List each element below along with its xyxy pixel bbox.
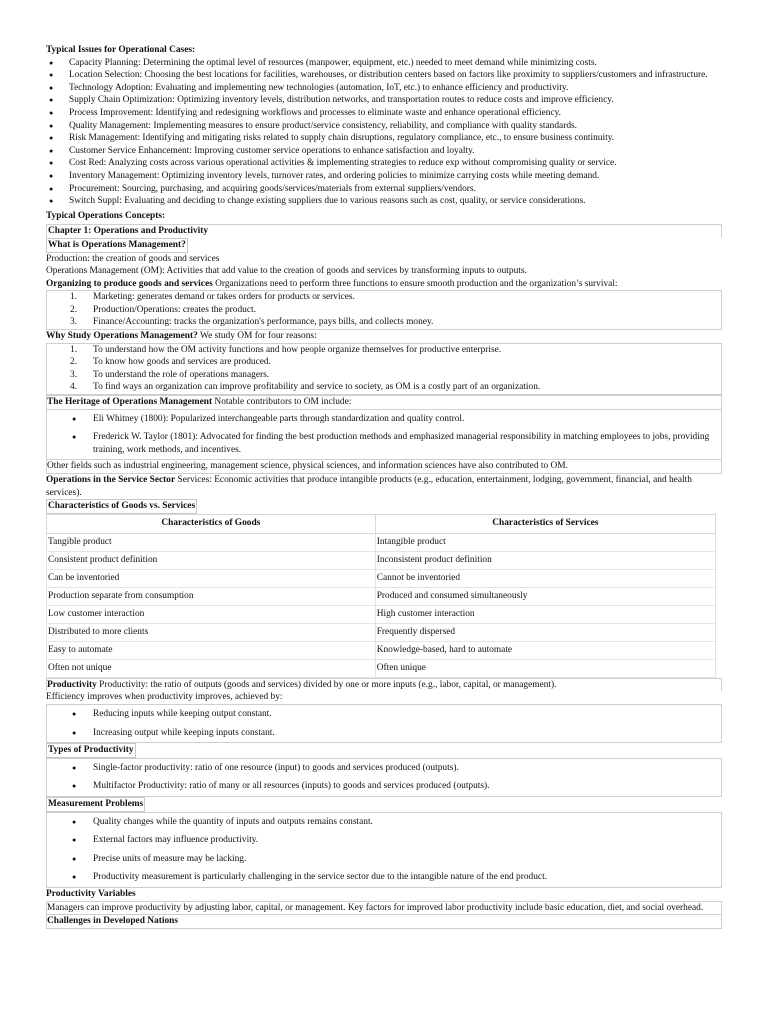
list-number: 2. (70, 357, 78, 368)
document-page (46, 44, 722, 929)
services-column-header: Characteristics of Services (375, 514, 715, 533)
list-number: 1. (70, 292, 78, 303)
list-item (47, 381, 721, 394)
production-definition: Production: the creation of goods and services (46, 253, 220, 264)
table-cell: Consistent product definition (47, 551, 376, 569)
list-item: ● Cost Red: Analyzing costs across various operational activities & implementing strategies to reduce exp without compromising quality or service. (46, 157, 722, 170)
table-row (47, 551, 716, 569)
service-sector-text: Services: Economic activities that produce intangible products (e.g., education, entertainment, lodging, government, financial, and health services). (46, 475, 692, 498)
table-cell: Produced and consumed simultaneously (375, 587, 715, 605)
list-item: ● Increasing output while keeping inputs constant. (47, 724, 721, 743)
table-cell: Inconsistent product definition (375, 551, 715, 569)
table-cell: Low customer interaction (47, 605, 376, 623)
table-cell: Frequently dispersed (375, 623, 715, 641)
table-cell: Distributed to more clients (47, 623, 376, 641)
measurement-heading: Measurement Problems (46, 797, 145, 812)
types-list (46, 758, 722, 797)
variables-text: Managers can improve productivity by adjusting labor, capital, or management. Key factors for improved labor productivity include basic education, diet, and social overhead. (46, 901, 722, 916)
list-item (47, 291, 721, 304)
list-item (47, 369, 721, 382)
table-row (47, 605, 716, 623)
list-item: ● Productivity measurement is particularly challenging in the service sector due to the intangible nature of the end product. (47, 868, 721, 887)
table-row (47, 641, 716, 659)
contributors-list (46, 409, 722, 461)
organizing-text: Organizations need to perform three functions to ensure smooth production and the organization’s survival: (212, 278, 618, 289)
list-item (47, 356, 721, 369)
table-cell: Cannot be inventoried (375, 569, 715, 587)
concepts-heading: Typical Operations Concepts: (46, 210, 166, 221)
types-heading: Types of Productivity (46, 743, 136, 758)
list-item: ● Quality Management: Implementing measures to ensure product/service consistency, reliability, and compliance with quality standards. (46, 120, 722, 133)
list-number: 2. (70, 304, 78, 315)
list-item: ● Reducing inputs while keeping output constant. (47, 705, 721, 724)
heritage-paragraph (46, 395, 722, 409)
list-number: 3. (70, 317, 78, 328)
what-is-heading: What is Operations Management? (46, 238, 188, 253)
table-cell: Knowledge-based, hard to automate (375, 641, 715, 659)
list-item: ● Quality changes while the quantity of inputs and outputs remains constant. (47, 813, 721, 832)
list-item: ● Customer Service Enhancement: Improving customer service operations to enhance satisfaction and loyalty. (46, 145, 722, 158)
heritage-heading: The Heritage of Operations Management (47, 397, 213, 408)
service-sector-paragraph (46, 474, 722, 499)
list-item: ● Single-factor productivity: ratio of one resource (input) to goods and services produced (outputs). (47, 759, 721, 778)
om-definition: Operations Management (OM): Activities that add value to the creation of goods and services by transforming inputs to outputs. (46, 266, 527, 277)
list-text: To know how goods and services are produced. (93, 357, 271, 368)
why-heading: Why Study Operations Management? (46, 331, 198, 342)
variables-heading: Productivity Variables (46, 888, 136, 899)
table-row (47, 587, 716, 605)
productivity-paragraph (46, 678, 722, 692)
table-header-row (47, 514, 716, 533)
table-cell: Often not unique (47, 659, 376, 677)
table-cell: Often unique (375, 659, 715, 677)
organizing-heading: Organizing to produce goods and services (46, 278, 213, 289)
why-text: We study OM for four reasons: (197, 331, 317, 342)
heritage-text: Notable contributors to OM include: (212, 397, 352, 408)
list-item (47, 304, 721, 317)
list-text: To find ways an organization can improve profitability and service to society, as OM is a costly part of an organization. (93, 382, 541, 393)
service-sector-heading: Operations in the Service Sector (46, 475, 176, 485)
table-cell: Easy to automate (47, 641, 376, 659)
list-item: ● Eli Whitney (1800): Popularized interchangeable parts through standardization and quality control. (47, 410, 721, 429)
reasons-list (46, 343, 722, 395)
table-row (47, 569, 716, 587)
why-paragraph (46, 330, 722, 343)
table-row (47, 623, 716, 641)
efficiency-list (46, 704, 722, 743)
productivity-heading: Productivity (47, 679, 97, 690)
list-text: Production/Operations: creates the product. (93, 304, 256, 315)
list-item: ● External factors may influence productivity. (47, 831, 721, 850)
functions-list (46, 290, 722, 330)
goods-vs-services-heading: Characteristics of Goods vs. Services (46, 499, 197, 514)
list-item: ● Frederick W. Taylor (1801): Advocated for finding the best production methods and emphasized managerial responsibility in matching employees to jobs, providing training, work methods, and incentives. (47, 428, 721, 459)
list-number: 1. (70, 344, 78, 355)
other-fields: Other fields such as industrial engineering, management science, physical sciences, and information sciences have also contributed to OM. (46, 460, 722, 474)
chapter-title: Chapter 1: Operations and Productivity (48, 226, 209, 237)
list-item: ● Technology Adoption: Evaluating and implementing new technologies (automation, IoT, etc.) to enhance efficiency and productivity. (46, 82, 722, 95)
table-row (47, 659, 716, 677)
table-cell: High customer interaction (375, 605, 715, 623)
list-item: ● Supply Chain Optimization: Optimizing inventory levels, distribution networks, and transportation routes to reduce costs and improve efficiency. (46, 94, 722, 107)
list-text: To understand how the OM activity functions and how people organize themselves for productive enterprise. (93, 344, 502, 355)
list-item: ● Location Selection: Choosing the best locations for facilities, warehouses, or distribution centers based on factors like proximity to suppliers/customers and infrastructure. (46, 69, 722, 82)
list-item: ● Risk Management: Identifying and mitigating risks related to supply chain disruptions, regulatory compliance, etc., to ensure business continuity. (46, 132, 722, 145)
list-item: ● Switch Suppl: Evaluating and deciding to change existing suppliers due to various reasons such as cost, quality, or service considerations. (46, 195, 722, 208)
table-cell: Intangible product (375, 533, 715, 551)
list-item: ● Procurement: Sourcing, purchasing, and acquiring goods/services/materials from external suppliers/vendors. (46, 183, 722, 196)
efficiency-text: Efficiency improves when productivity improves, achieved by: (46, 692, 283, 703)
list-text: Finance/Accounting: tracks the organization's performance, pays bills, and collects money. (93, 317, 434, 328)
list-item: ● Process Improvement: Identifying and redesigning workflows and processes to eliminate waste and enhance operational efficiency. (46, 107, 722, 120)
table-cell: Can be inventoried (47, 569, 376, 587)
goods-column-header: Characteristics of Goods (47, 514, 376, 533)
productivity-text: Productivity: the ratio of outputs (goods and services) divided by one or more inputs (e.g., labor, capital, or management). (96, 679, 557, 690)
organizing-paragraph (46, 278, 722, 291)
list-item (47, 344, 721, 357)
list-item: ● Inventory Management: Optimizing inventory levels, turnover rates, and ordering policies to minimize carrying costs while meeting demand. (46, 170, 722, 183)
table-cell: Tangible product (47, 533, 376, 551)
challenges-heading: Challenges in Developed Nations (47, 916, 178, 927)
goods-vs-services-table (46, 514, 716, 678)
measurement-list (46, 812, 722, 888)
list-item: ● Capacity Planning: Determining the optimal level of resources (manpower, equipment, etc.) needed to meet demand while minimizing costs. (46, 57, 722, 70)
list-item (47, 316, 721, 329)
issues-heading: Typical Issues for Operational Cases: (46, 45, 196, 55)
table-row (47, 533, 716, 551)
table-cell: Production separate from consumption (47, 587, 376, 605)
list-number: 3. (70, 369, 78, 380)
issues-list (46, 57, 722, 208)
list-item: ● Multifactor Productivity: ratio of many or all resources (inputs) to goods and services produced (outputs). (47, 777, 721, 796)
list-item: ● Precise units of measure may be lacking. (47, 850, 721, 869)
list-text: To understand the role of operations managers. (93, 369, 270, 380)
list-text: Marketing: generates demand or takes orders for products or services. (93, 292, 355, 303)
list-number: 4. (70, 382, 78, 393)
